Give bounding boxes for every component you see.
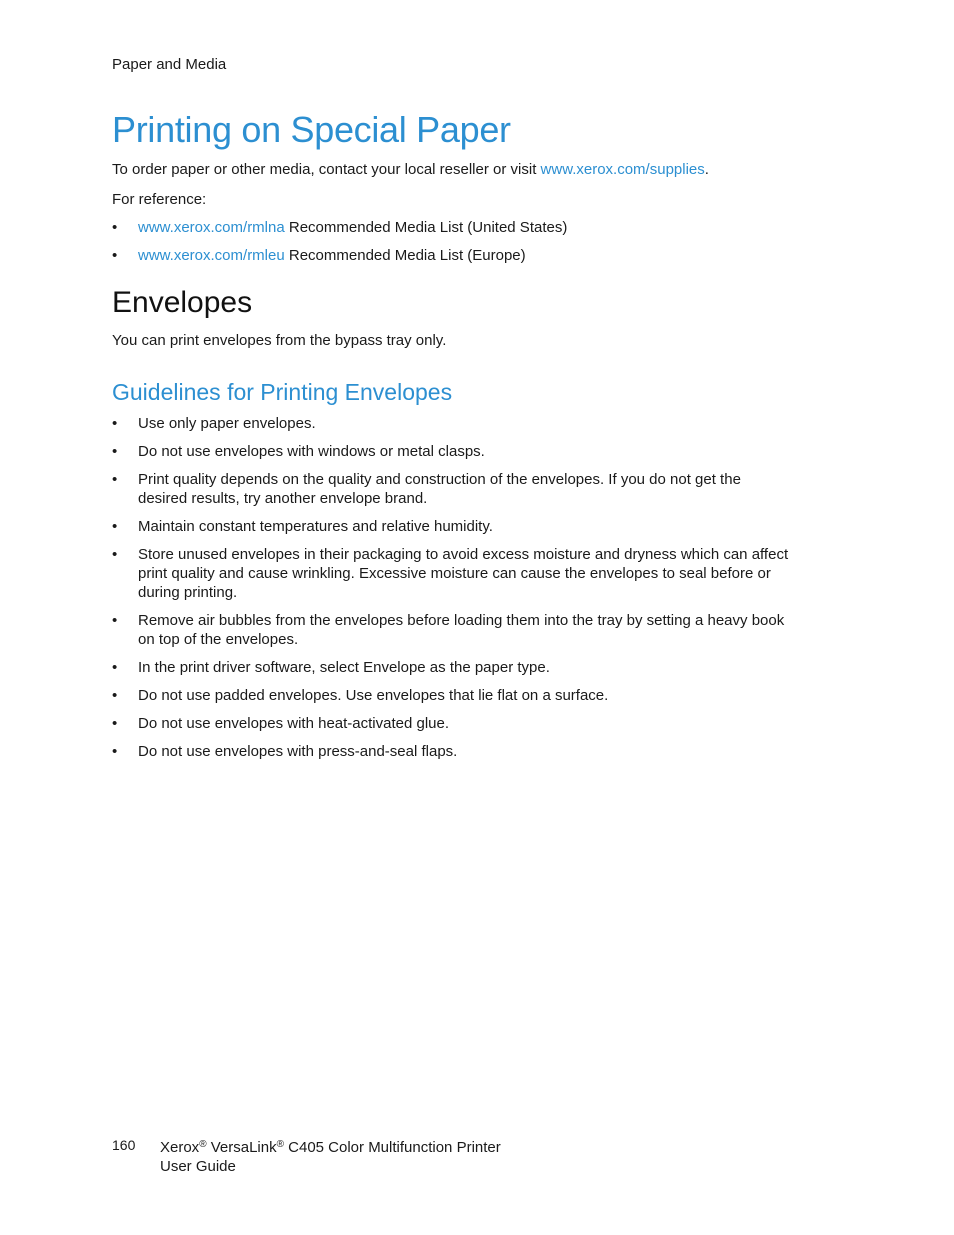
reference-text: Recommended Media List (Europe) — [284, 247, 526, 264]
registered-mark: ® — [276, 1139, 284, 1150]
reference-text: Recommended Media List (United States) — [284, 219, 568, 236]
list-item-text: Do not use padded envelopes. Use envelopes that lie flat on a surface. — [138, 687, 609, 704]
intro-paragraph — [112, 160, 709, 179]
list-item — [112, 545, 842, 602]
list-item — [112, 742, 842, 761]
list-item — [112, 658, 842, 677]
supplies-link[interactable]: www.xerox.com/supplies — [540, 161, 705, 178]
guidelines-list — [112, 414, 842, 770]
bullet-icon: • — [112, 443, 118, 460]
footer-model: C405 Color Multifunction Printer — [283, 1139, 501, 1156]
list-item-text: during printing. — [138, 584, 238, 601]
list-item-text: Do not use envelopes with heat-activated glue. — [138, 715, 450, 732]
bullet-icon: • — [112, 743, 118, 760]
footer-title — [160, 1138, 501, 1176]
intro-text: To order paper or other media, contact your local reseller or visit — [112, 161, 541, 178]
bullet-icon: • — [112, 659, 118, 676]
list-item — [112, 246, 842, 265]
registered-mark: ® — [199, 1139, 207, 1150]
bullet-icon: • — [112, 546, 118, 563]
envelopes-heading: Envelopes — [112, 286, 253, 319]
bullet-icon: • — [112, 471, 118, 488]
reference-label: For reference: — [112, 191, 207, 208]
guidelines-heading: Guidelines for Printing Envelopes — [112, 379, 453, 405]
page-number: 160 — [112, 1137, 136, 1153]
envelopes-intro: You can print envelopes from the bypass tray only. — [112, 332, 447, 349]
list-item-text: Maintain constant temperatures and relative humidity. — [138, 518, 493, 535]
list-item-text: on top of the envelopes. — [138, 631, 299, 648]
list-item-text: Store unused envelopes in their packaging to avoid excess moisture and dryness which can affect — [138, 546, 789, 563]
running-head: Paper and Media — [112, 56, 227, 73]
list-item-text: print quality and cause wrinkling. Excessive moisture can cause the envelopes to seal before or — [138, 565, 771, 582]
list-item-text: Do not use envelopes with windows or metal clasps. — [138, 443, 485, 460]
list-item — [112, 218, 842, 237]
intro-end: . — [704, 161, 709, 178]
bullet-icon: • — [112, 247, 118, 264]
footer-product-line: VersaLink — [206, 1139, 277, 1156]
footer-doc-type: User Guide — [160, 1158, 236, 1175]
list-item-text: desired results, try another envelope brand. — [138, 490, 428, 507]
list-item — [112, 442, 842, 461]
bullet-icon: • — [112, 518, 118, 535]
list-item-text: Print quality depends on the quality and construction of the envelopes. If you do not get the — [138, 471, 741, 488]
list-item-text: Do not use envelopes with press-and-seal flaps. — [138, 743, 458, 760]
list-item — [112, 414, 842, 433]
section-title: Printing on Special Paper — [112, 109, 511, 150]
list-item-text: In the print driver software, select Envelope as the paper type. — [138, 659, 550, 676]
bullet-icon: • — [112, 715, 118, 732]
footer-brand: Xerox — [160, 1139, 200, 1156]
bullet-icon: • — [112, 687, 118, 704]
list-item — [112, 517, 842, 536]
list-item — [112, 470, 842, 508]
reference-list — [112, 218, 842, 274]
bullet-icon: • — [112, 612, 118, 629]
list-item — [112, 686, 842, 705]
bullet-icon: • — [112, 219, 118, 236]
list-item-text: Use only paper envelopes. — [138, 415, 316, 432]
list-item-text: Remove air bubbles from the envelopes before loading them into the tray by setting a heavy book — [138, 612, 785, 629]
list-item — [112, 611, 842, 649]
bullet-icon: • — [112, 415, 118, 432]
rmleu-link[interactable]: www.xerox.com/rmleu — [138, 247, 285, 264]
rmlna-link[interactable]: www.xerox.com/rmlna — [138, 219, 285, 236]
list-item — [112, 714, 842, 733]
